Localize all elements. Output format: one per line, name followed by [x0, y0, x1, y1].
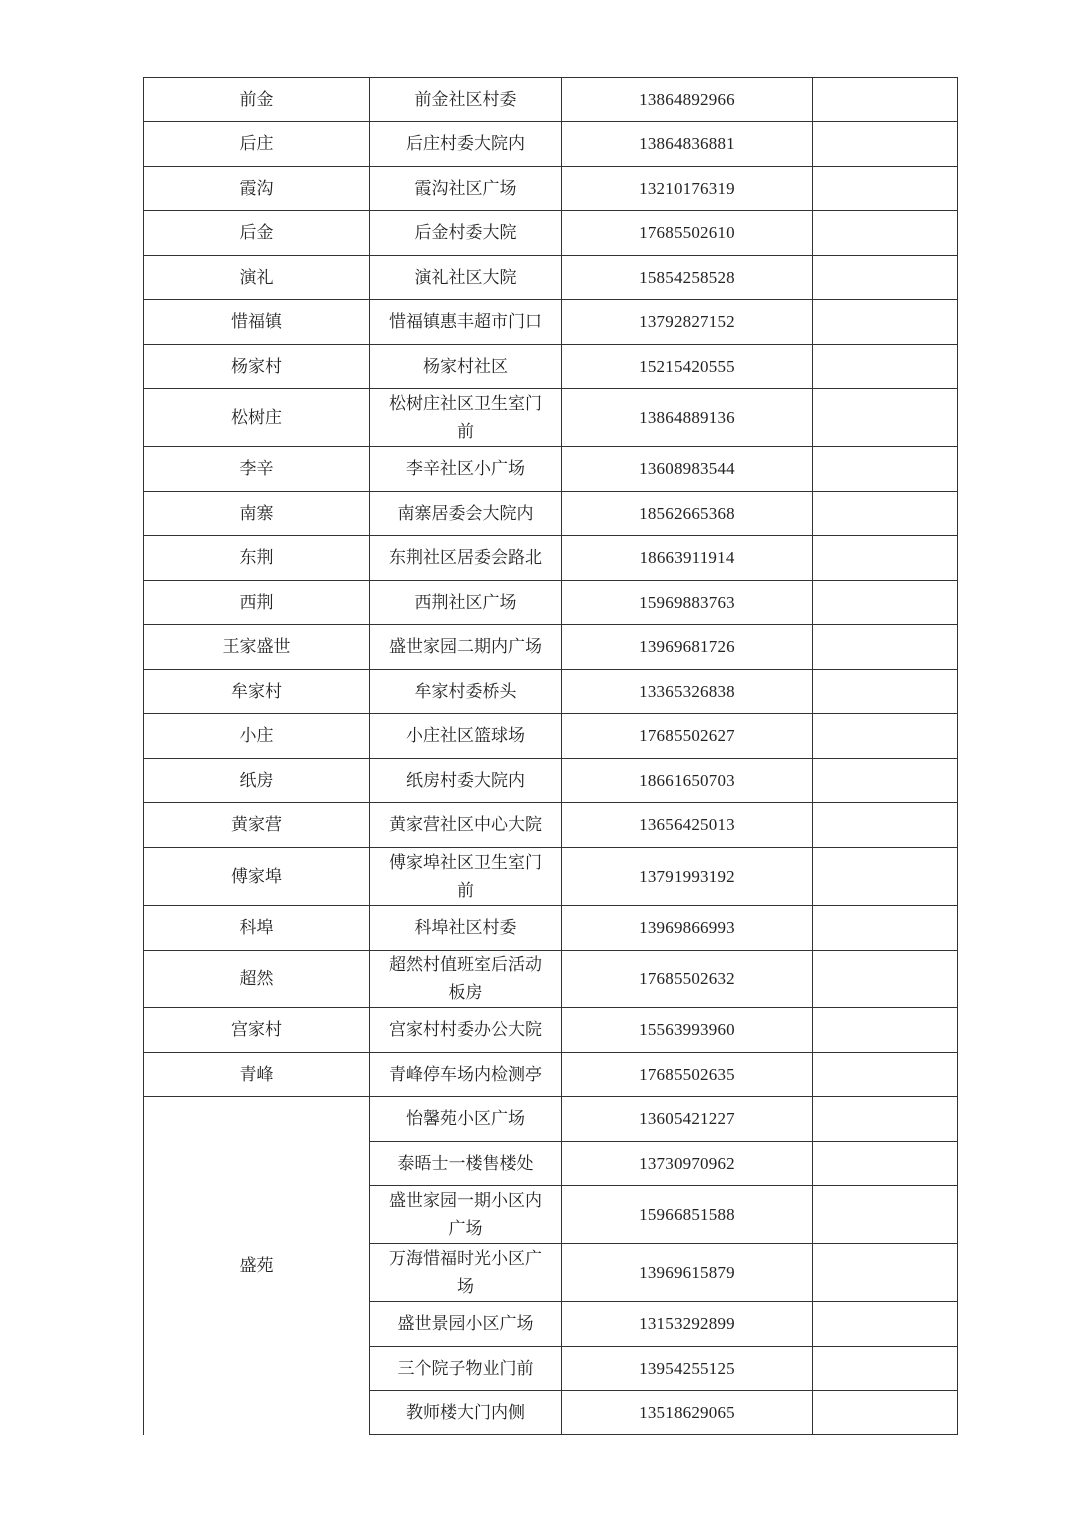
blank-cell	[813, 256, 958, 300]
area-cell: 霞沟	[144, 167, 370, 211]
phone-cell: 13969681726	[562, 625, 813, 670]
phone-cell: 17685502610	[562, 211, 813, 256]
table-row	[144, 389, 958, 447]
blank-cell	[813, 1244, 958, 1302]
phone-cell: 17685502635	[562, 1053, 813, 1097]
area-cell: 宫家村	[144, 1008, 370, 1053]
location-cell: 小庄社区篮球场	[370, 714, 562, 759]
blank-cell	[813, 536, 958, 581]
table-row	[144, 167, 958, 211]
location-cell: 盛世景园小区广场	[370, 1302, 562, 1347]
blank-cell	[813, 848, 958, 906]
location-cell: 后金村委大院	[370, 211, 562, 256]
area-cell: 南寨	[144, 492, 370, 536]
phone-cell: 13656425013	[562, 803, 813, 848]
location-cell: 东荆社区居委会路北	[370, 536, 562, 581]
phone-cell: 15563993960	[562, 1008, 813, 1053]
phone-cell: 13730970962	[562, 1142, 813, 1186]
blank-cell	[813, 581, 958, 625]
blank-cell	[813, 78, 958, 122]
phone-cell: 13792827152	[562, 300, 813, 345]
location-cell: 盛世家园一期小区内广场	[370, 1186, 562, 1244]
phone-cell: 13153292899	[562, 1302, 813, 1347]
area-cell: 惜福镇	[144, 300, 370, 345]
blank-cell	[813, 1302, 958, 1347]
table-row	[144, 492, 958, 536]
location-cell: 傅家埠社区卫生室门前	[370, 848, 562, 906]
area-cell: 杨家村	[144, 345, 370, 389]
blank-cell	[813, 1347, 958, 1391]
table-row	[144, 581, 958, 625]
area-cell: 西荆	[144, 581, 370, 625]
location-cell: 青峰停车场内检测亭	[370, 1053, 562, 1097]
table-row	[144, 848, 958, 906]
location-cell: 纸房村委大院内	[370, 759, 562, 803]
location-cell: 后庄村委大院内	[370, 122, 562, 167]
table-row	[144, 78, 958, 122]
location-cell: 科埠社区村委	[370, 906, 562, 951]
blank-cell	[813, 122, 958, 167]
location-cell: 盛世家园二期内广场	[370, 625, 562, 670]
location-cell: 西荆社区广场	[370, 581, 562, 625]
location-cell: 教师楼大门内侧	[370, 1391, 562, 1435]
phone-cell: 13518629065	[562, 1391, 813, 1435]
phone-cell: 18562665368	[562, 492, 813, 536]
blank-cell	[813, 1008, 958, 1053]
table-body	[144, 78, 958, 1435]
location-cell: 演礼社区大院	[370, 256, 562, 300]
area-cell: 青峰	[144, 1053, 370, 1097]
blank-cell	[813, 951, 958, 1008]
blank-cell	[813, 389, 958, 447]
table-row	[144, 803, 958, 848]
location-cell: 三个院子物业门前	[370, 1347, 562, 1391]
blank-cell	[813, 345, 958, 389]
phone-cell: 15215420555	[562, 345, 813, 389]
location-cell: 南寨居委会大院内	[370, 492, 562, 536]
area-cell: 松树庄	[144, 389, 370, 447]
table-row	[144, 300, 958, 345]
table-row	[144, 714, 958, 759]
phone-cell: 13954255125	[562, 1347, 813, 1391]
table-row	[144, 1097, 958, 1142]
blank-cell	[813, 1053, 958, 1097]
phone-cell: 13210176319	[562, 167, 813, 211]
location-cell: 牟家村委桥头	[370, 670, 562, 714]
location-cell: 杨家村社区	[370, 345, 562, 389]
blank-cell	[813, 300, 958, 345]
phone-cell: 18663911914	[562, 536, 813, 581]
phone-cell: 15969883763	[562, 581, 813, 625]
blank-cell	[813, 906, 958, 951]
phone-cell: 17685502632	[562, 951, 813, 1008]
area-cell: 东荆	[144, 536, 370, 581]
phone-cell: 13864836881	[562, 122, 813, 167]
area-cell: 演礼	[144, 256, 370, 300]
location-cell: 李辛社区小广场	[370, 447, 562, 492]
blank-cell	[813, 167, 958, 211]
blank-cell	[813, 492, 958, 536]
phone-cell: 17685502627	[562, 714, 813, 759]
phone-cell: 15966851588	[562, 1186, 813, 1244]
testing-sites-table	[143, 77, 958, 1435]
table-row	[144, 122, 958, 167]
location-cell: 宫家村村委办公大院	[370, 1008, 562, 1053]
location-cell: 惜福镇惠丰超市门口	[370, 300, 562, 345]
table-row	[144, 536, 958, 581]
area-cell: 牟家村	[144, 670, 370, 714]
blank-cell	[813, 803, 958, 848]
phone-cell: 13608983544	[562, 447, 813, 492]
table-row	[144, 447, 958, 492]
blank-cell	[813, 714, 958, 759]
area-cell: 傅家埠	[144, 848, 370, 906]
location-cell: 前金社区村委	[370, 78, 562, 122]
phone-cell: 13864889136	[562, 389, 813, 447]
area-cell: 科埠	[144, 906, 370, 951]
table-row	[144, 670, 958, 714]
table-row	[144, 759, 958, 803]
table-row	[144, 1008, 958, 1053]
location-cell: 超然村值班室后活动板房	[370, 951, 562, 1008]
location-cell: 怡馨苑小区广场	[370, 1097, 562, 1142]
location-cell: 霞沟社区广场	[370, 167, 562, 211]
area-cell: 超然	[144, 951, 370, 1008]
phone-cell: 13791993192	[562, 848, 813, 906]
area-cell: 小庄	[144, 714, 370, 759]
table-row	[144, 256, 958, 300]
blank-cell	[813, 1186, 958, 1244]
area-cell: 王家盛世	[144, 625, 370, 670]
blank-cell	[813, 211, 958, 256]
area-cell: 黄家营	[144, 803, 370, 848]
area-cell: 后金	[144, 211, 370, 256]
location-cell: 黄家营社区中心大院	[370, 803, 562, 848]
table-row	[144, 211, 958, 256]
table-row	[144, 906, 958, 951]
blank-cell	[813, 625, 958, 670]
location-cell: 万海惜福时光小区广场	[370, 1244, 562, 1302]
phone-cell: 13605421227	[562, 1097, 813, 1142]
area-cell: 前金	[144, 78, 370, 122]
table-row	[144, 1053, 958, 1097]
blank-cell	[813, 447, 958, 492]
blank-cell	[813, 1097, 958, 1142]
area-cell: 后庄	[144, 122, 370, 167]
table-row	[144, 345, 958, 389]
phone-cell: 13969615879	[562, 1244, 813, 1302]
phone-cell: 15854258528	[562, 256, 813, 300]
phone-cell: 13969866993	[562, 906, 813, 951]
blank-cell	[813, 670, 958, 714]
table-row	[144, 951, 958, 1008]
blank-cell	[813, 1142, 958, 1186]
blank-cell	[813, 759, 958, 803]
area-cell: 纸房	[144, 759, 370, 803]
table-row	[144, 625, 958, 670]
location-cell: 松树庄社区卫生室门前	[370, 389, 562, 447]
area-cell: 李辛	[144, 447, 370, 492]
blank-cell	[813, 1391, 958, 1435]
phone-cell: 13864892966	[562, 78, 813, 122]
phone-cell: 18661650703	[562, 759, 813, 803]
group-area-cell: 盛苑	[144, 1097, 370, 1435]
location-cell: 泰晤士一楼售楼处	[370, 1142, 562, 1186]
phone-cell: 13365326838	[562, 670, 813, 714]
